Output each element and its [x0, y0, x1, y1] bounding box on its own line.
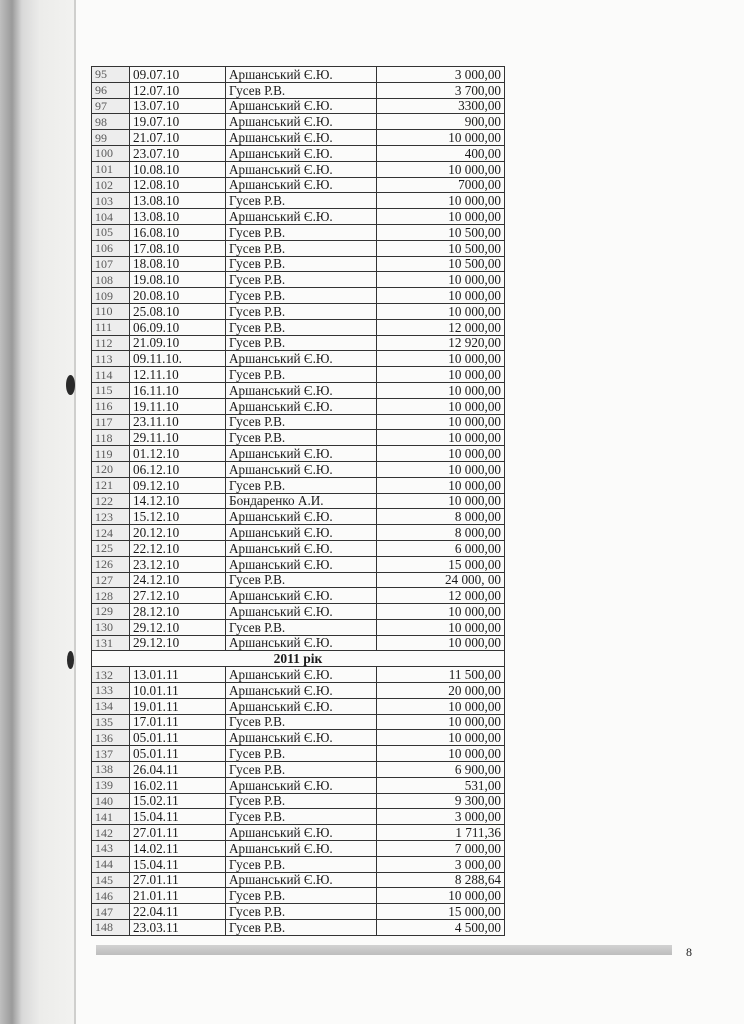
table-row	[92, 619, 505, 635]
payment-date: 23.12.10	[130, 556, 226, 572]
row-number: 102	[92, 177, 130, 193]
recipient-name: Гусев Р.В.	[226, 793, 377, 809]
payment-date: 21.09.10	[130, 335, 226, 351]
payment-amount: 8 288,64	[377, 872, 505, 888]
table-row	[92, 351, 505, 367]
payment-amount: 10 000,00	[377, 130, 505, 146]
recipient-name: Аршанський Є.Ю.	[226, 540, 377, 556]
payment-amount: 10 000,00	[377, 604, 505, 620]
payment-amount: 10 000,00	[377, 461, 505, 477]
payment-date: 27.01.11	[130, 825, 226, 841]
payment-date: 16.11.10	[130, 382, 226, 398]
payment-date: 01.12.10	[130, 446, 226, 462]
recipient-name: Гусев Р.В.	[226, 904, 377, 920]
table-row	[92, 256, 505, 272]
payment-amount: 15 000,00	[377, 556, 505, 572]
table-row	[92, 398, 505, 414]
page-number: 8	[686, 945, 692, 959]
payment-date: 05.01.11	[130, 746, 226, 762]
table-row	[92, 872, 505, 888]
payment-date: 29.12.10	[130, 635, 226, 651]
payment-date: 14.02.11	[130, 841, 226, 857]
row-number: 107	[92, 256, 130, 272]
table-row	[92, 904, 505, 920]
recipient-name: Аршанський Є.Ю.	[226, 777, 377, 793]
payment-amount: 10 000,00	[377, 493, 505, 509]
payment-date: 20.08.10	[130, 288, 226, 304]
payment-amount: 3 000,00	[377, 809, 505, 825]
row-number: 95	[92, 67, 130, 83]
row-number: 109	[92, 288, 130, 304]
recipient-name: Аршанський Є.Ю.	[226, 98, 377, 114]
payment-amount: 6 900,00	[377, 762, 505, 778]
recipient-name: Аршанський Є.Ю.	[226, 114, 377, 130]
payment-date: 06.09.10	[130, 319, 226, 335]
payment-amount: 12 000,00	[377, 588, 505, 604]
table-row	[92, 556, 505, 572]
payment-date: 13.08.10	[130, 193, 226, 209]
payment-date: 12.08.10	[130, 177, 226, 193]
row-number: 114	[92, 367, 130, 383]
payment-date: 27.12.10	[130, 588, 226, 604]
payment-amount: 7000,00	[377, 177, 505, 193]
payment-date: 22.04.11	[130, 904, 226, 920]
payment-amount: 531,00	[377, 777, 505, 793]
scan-binding-shadow	[0, 0, 74, 1024]
payment-date: 26.04.11	[130, 762, 226, 778]
payment-date: 19.11.10	[130, 398, 226, 414]
recipient-name: Гусев Р.В.	[226, 888, 377, 904]
payment-amount: 10 000,00	[377, 619, 505, 635]
row-number: 110	[92, 303, 130, 319]
payment-amount: 10 000,00	[377, 209, 505, 225]
payment-date: 23.11.10	[130, 414, 226, 430]
row-number: 147	[92, 904, 130, 920]
payment-amount: 8 000,00	[377, 509, 505, 525]
punch-hole	[67, 651, 74, 669]
row-number: 139	[92, 777, 130, 793]
payment-amount: 10 000,00	[377, 193, 505, 209]
payment-amount: 4 500,00	[377, 920, 505, 936]
table-row	[92, 888, 505, 904]
payment-amount: 10 000,00	[377, 303, 505, 319]
recipient-name: Гусев Р.В.	[226, 272, 377, 288]
recipient-name: Аршанський Є.Ю.	[226, 698, 377, 714]
recipient-name: Гусев Р.В.	[226, 82, 377, 98]
payment-date: 10.08.10	[130, 161, 226, 177]
payments-table	[91, 66, 505, 936]
recipient-name: Аршанський Є.Ю.	[226, 177, 377, 193]
payment-date: 09.07.10	[130, 67, 226, 83]
table-row	[92, 572, 505, 588]
payment-date: 12.11.10	[130, 367, 226, 383]
recipient-name: Гусев Р.В.	[226, 714, 377, 730]
row-number: 117	[92, 414, 130, 430]
rows-2011	[92, 667, 505, 936]
recipient-name: Гусев Р.В.	[226, 809, 377, 825]
payment-date: 22.12.10	[130, 540, 226, 556]
table-row	[92, 114, 505, 130]
payment-amount: 10 500,00	[377, 224, 505, 240]
row-number: 132	[92, 667, 130, 683]
payment-amount: 3 000,00	[377, 67, 505, 83]
payment-amount: 15 000,00	[377, 904, 505, 920]
payment-amount: 3 000,00	[377, 856, 505, 872]
table-row	[92, 272, 505, 288]
recipient-name: Гусев Р.В.	[226, 762, 377, 778]
row-number: 123	[92, 509, 130, 525]
recipient-name: Гусев Р.В.	[226, 477, 377, 493]
recipient-name: Аршанський Є.Ю.	[226, 872, 377, 888]
year-separator-label: 2011 рік	[92, 651, 505, 667]
row-number: 128	[92, 588, 130, 604]
payment-date: 19.01.11	[130, 698, 226, 714]
payment-date: 20.12.10	[130, 525, 226, 541]
payment-date: 09.12.10	[130, 477, 226, 493]
row-number: 100	[92, 145, 130, 161]
payment-amount: 10 000,00	[377, 714, 505, 730]
payment-amount: 3300,00	[377, 98, 505, 114]
recipient-name: Гусев Р.В.	[226, 193, 377, 209]
payment-amount: 3 700,00	[377, 82, 505, 98]
payment-date: 15.04.11	[130, 856, 226, 872]
payment-date: 15.04.11	[130, 809, 226, 825]
payment-amount: 10 000,00	[377, 272, 505, 288]
payment-amount: 10 000,00	[377, 398, 505, 414]
row-number: 115	[92, 382, 130, 398]
recipient-name: Аршанський Є.Ю.	[226, 509, 377, 525]
table-row	[92, 446, 505, 462]
table-row	[92, 319, 505, 335]
recipient-name: Гусев Р.В.	[226, 240, 377, 256]
payment-date: 13.07.10	[130, 98, 226, 114]
row-number: 116	[92, 398, 130, 414]
payment-date: 21.07.10	[130, 130, 226, 146]
payment-amount: 10 000,00	[377, 430, 505, 446]
payment-amount: 10 000,00	[377, 382, 505, 398]
recipient-name: Гусев Р.В.	[226, 920, 377, 936]
recipient-name: Гусев Р.В.	[226, 746, 377, 762]
payment-amount: 20 000,00	[377, 683, 505, 699]
row-number: 126	[92, 556, 130, 572]
payment-amount: 400,00	[377, 145, 505, 161]
recipient-name: Гусев Р.В.	[226, 367, 377, 383]
table-row	[92, 920, 505, 936]
recipient-name: Гусев Р.В.	[226, 319, 377, 335]
recipient-name: Аршанський Є.Ю.	[226, 588, 377, 604]
row-number: 135	[92, 714, 130, 730]
table-row	[92, 177, 505, 193]
table-row	[92, 809, 505, 825]
payment-amount: 10 000,00	[377, 746, 505, 762]
payment-date: 17.01.11	[130, 714, 226, 730]
footer-bar	[96, 945, 672, 955]
row-number: 131	[92, 635, 130, 651]
recipient-name: Гусев Р.В.	[226, 335, 377, 351]
recipient-name: Аршанський Є.Ю.	[226, 635, 377, 651]
payment-date: 16.08.10	[130, 224, 226, 240]
recipient-name: Аршанський Є.Ю.	[226, 604, 377, 620]
recipient-name: Гусев Р.В.	[226, 288, 377, 304]
payment-amount: 10 000,00	[377, 698, 505, 714]
recipient-name: Аршанський Є.Ю.	[226, 398, 377, 414]
payment-date: 10.01.11	[130, 683, 226, 699]
row-number: 124	[92, 525, 130, 541]
row-number: 97	[92, 98, 130, 114]
table-row	[92, 240, 505, 256]
table-row	[92, 841, 505, 857]
table-row	[92, 793, 505, 809]
payment-amount: 10 000,00	[377, 351, 505, 367]
table-row	[92, 509, 505, 525]
payment-date: 25.08.10	[130, 303, 226, 319]
table-row	[92, 604, 505, 620]
row-number: 111	[92, 319, 130, 335]
payment-amount: 7 000,00	[377, 841, 505, 857]
table-row	[92, 856, 505, 872]
recipient-name: Гусев Р.В.	[226, 224, 377, 240]
payment-amount: 10 500,00	[377, 256, 505, 272]
row-number: 112	[92, 335, 130, 351]
payment-date: 15.02.11	[130, 793, 226, 809]
recipient-name: Гусев Р.В.	[226, 856, 377, 872]
row-number: 120	[92, 461, 130, 477]
table-row	[92, 714, 505, 730]
payment-date: 05.01.11	[130, 730, 226, 746]
table-row	[92, 730, 505, 746]
table-row	[92, 288, 505, 304]
table-row	[92, 635, 505, 651]
payment-amount: 24 000, 00	[377, 572, 505, 588]
recipient-name: Гусев Р.В.	[226, 256, 377, 272]
recipient-name: Аршанський Є.Ю.	[226, 683, 377, 699]
payment-date: 28.12.10	[130, 604, 226, 620]
table-row	[92, 683, 505, 699]
row-number: 108	[92, 272, 130, 288]
row-number: 137	[92, 746, 130, 762]
payment-amount: 10 000,00	[377, 730, 505, 746]
recipient-name: Аршанський Є.Ю.	[226, 667, 377, 683]
row-number: 138	[92, 762, 130, 778]
row-number: 104	[92, 209, 130, 225]
row-number: 105	[92, 224, 130, 240]
table-row	[92, 130, 505, 146]
table-row	[92, 525, 505, 541]
recipient-name: Гусев Р.В.	[226, 414, 377, 430]
recipient-name: Аршанський Є.Ю.	[226, 351, 377, 367]
payment-date: 17.08.10	[130, 240, 226, 256]
table-row	[92, 762, 505, 778]
recipient-name: Гусев Р.В.	[226, 303, 377, 319]
payment-date: 13.01.11	[130, 667, 226, 683]
row-number: 99	[92, 130, 130, 146]
recipient-name: Аршанський Є.Ю.	[226, 525, 377, 541]
table-row	[92, 667, 505, 683]
table-row	[92, 746, 505, 762]
table-row	[92, 224, 505, 240]
payment-amount: 10 500,00	[377, 240, 505, 256]
table-row	[92, 461, 505, 477]
payment-amount: 9 300,00	[377, 793, 505, 809]
row-number: 96	[92, 82, 130, 98]
payment-date: 14.12.10	[130, 493, 226, 509]
table-row	[92, 493, 505, 509]
payment-amount: 10 000,00	[377, 414, 505, 430]
payment-date: 23.07.10	[130, 145, 226, 161]
recipient-name: Аршанський Є.Ю.	[226, 730, 377, 746]
recipient-name: Аршанський Є.Ю.	[226, 841, 377, 857]
row-number: 118	[92, 430, 130, 446]
payment-date: 12.07.10	[130, 82, 226, 98]
table-row	[92, 540, 505, 556]
table-row	[92, 335, 505, 351]
payment-date: 24.12.10	[130, 572, 226, 588]
recipient-name: Аршанський Є.Ю.	[226, 161, 377, 177]
row-number: 146	[92, 888, 130, 904]
recipient-name: Аршанський Є.Ю.	[226, 145, 377, 161]
payment-amount: 10 000,00	[377, 888, 505, 904]
payment-amount: 900,00	[377, 114, 505, 130]
row-number: 142	[92, 825, 130, 841]
table-row	[92, 98, 505, 114]
payment-amount: 8 000,00	[377, 525, 505, 541]
payment-date: 18.08.10	[130, 256, 226, 272]
table-row	[92, 209, 505, 225]
recipient-name: Аршанський Є.Ю.	[226, 209, 377, 225]
recipient-name: Гусев Р.В.	[226, 430, 377, 446]
punch-hole	[66, 375, 75, 395]
row-number: 125	[92, 540, 130, 556]
payment-amount: 10 000,00	[377, 288, 505, 304]
table-row	[92, 67, 505, 83]
payment-date: 13.08.10	[130, 209, 226, 225]
payment-date: 29.11.10	[130, 430, 226, 446]
recipient-name: Аршанський Є.Ю.	[226, 67, 377, 83]
row-number: 98	[92, 114, 130, 130]
recipient-name: Аршанський Є.Ю.	[226, 556, 377, 572]
table-row	[92, 777, 505, 793]
row-number: 134	[92, 698, 130, 714]
row-number: 127	[92, 572, 130, 588]
payment-amount: 1 711,36	[377, 825, 505, 841]
payment-date: 19.08.10	[130, 272, 226, 288]
payment-amount: 10 000,00	[377, 367, 505, 383]
year-row	[92, 651, 505, 667]
payment-amount: 12 000,00	[377, 319, 505, 335]
recipient-name: Бондаренко А.И.	[226, 493, 377, 509]
recipient-name: Гусев Р.В.	[226, 619, 377, 635]
table-row	[92, 382, 505, 398]
row-number: 101	[92, 161, 130, 177]
recipient-name: Аршанський Є.Ю.	[226, 461, 377, 477]
row-number: 130	[92, 619, 130, 635]
payment-date: 19.07.10	[130, 114, 226, 130]
table-row	[92, 145, 505, 161]
row-number: 103	[92, 193, 130, 209]
payment-amount: 10 000,00	[377, 161, 505, 177]
payment-date: 23.03.11	[130, 920, 226, 936]
recipient-name: Аршанський Є.Ю.	[226, 130, 377, 146]
payment-date: 09.11.10.	[130, 351, 226, 367]
table-row	[92, 430, 505, 446]
table-row	[92, 414, 505, 430]
payment-date: 16.02.11	[130, 777, 226, 793]
payment-amount: 10 000,00	[377, 446, 505, 462]
year-section	[92, 651, 505, 667]
row-number: 136	[92, 730, 130, 746]
payment-date: 21.01.11	[130, 888, 226, 904]
table-row	[92, 367, 505, 383]
payment-amount: 6 000,00	[377, 540, 505, 556]
row-number: 140	[92, 793, 130, 809]
table-row	[92, 698, 505, 714]
row-number: 113	[92, 351, 130, 367]
table-row	[92, 82, 505, 98]
payment-amount: 11 500,00	[377, 667, 505, 683]
table-row	[92, 477, 505, 493]
row-number: 106	[92, 240, 130, 256]
payment-date: 29.12.10	[130, 619, 226, 635]
row-number: 143	[92, 841, 130, 857]
payment-date: 06.12.10	[130, 461, 226, 477]
row-number: 145	[92, 872, 130, 888]
row-number: 129	[92, 604, 130, 620]
rows-2010	[92, 67, 505, 651]
payment-amount: 10 000,00	[377, 477, 505, 493]
recipient-name: Аршанський Є.Ю.	[226, 446, 377, 462]
row-number: 133	[92, 683, 130, 699]
recipient-name: Аршанський Є.Ю.	[226, 382, 377, 398]
payment-amount: 12 920,00	[377, 335, 505, 351]
row-number: 148	[92, 920, 130, 936]
table-row	[92, 193, 505, 209]
row-number: 122	[92, 493, 130, 509]
table-row	[92, 161, 505, 177]
recipient-name: Гусев Р.В.	[226, 572, 377, 588]
payment-date: 27.01.11	[130, 872, 226, 888]
row-number: 121	[92, 477, 130, 493]
table-row	[92, 303, 505, 319]
row-number: 141	[92, 809, 130, 825]
table-row	[92, 825, 505, 841]
payment-date: 15.12.10	[130, 509, 226, 525]
payment-amount: 10 000,00	[377, 635, 505, 651]
recipient-name: Аршанський Є.Ю.	[226, 825, 377, 841]
table-row	[92, 588, 505, 604]
row-number: 144	[92, 856, 130, 872]
row-number: 119	[92, 446, 130, 462]
